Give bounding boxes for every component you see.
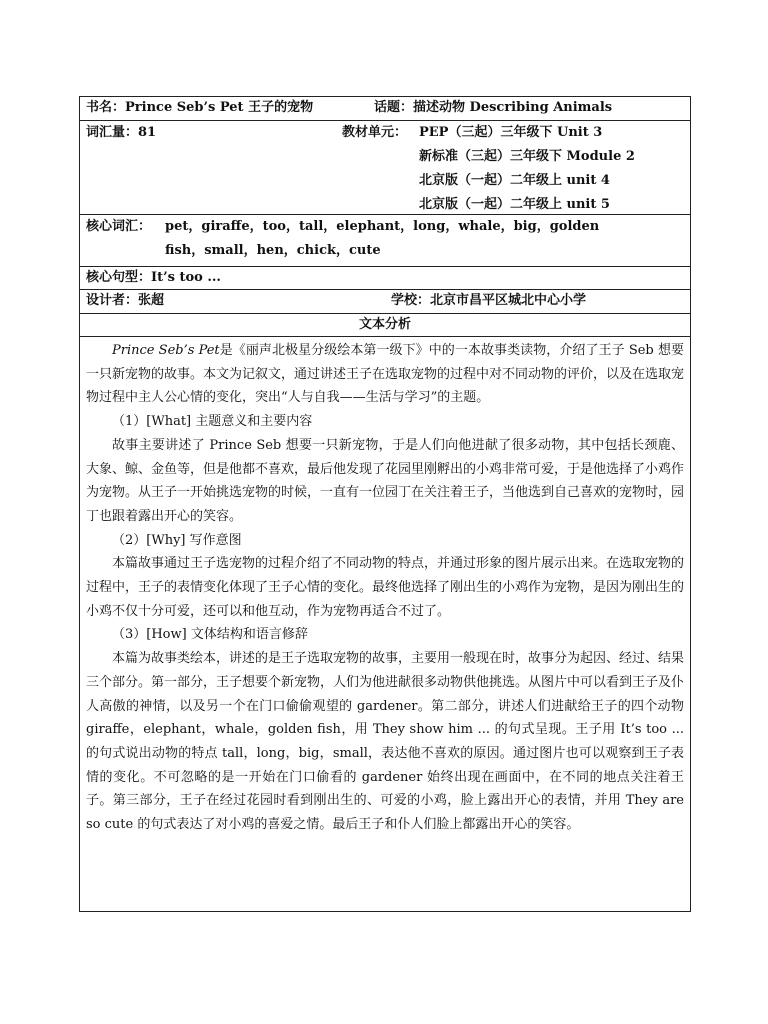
book-title: Prince Seb’s Pet 王子的宠物	[125, 100, 314, 115]
core-sentence-value: It’s too ...	[151, 270, 221, 285]
vocab-count-label: 词汇量：	[86, 125, 139, 140]
unit-item: PEP（三起）三年级下 Unit 3	[419, 125, 603, 140]
intro-text: 是《丽声北极星分级绘本第一级下》中的一本故事类读物，介绍了王子 Seb 想要一只新宠物的故事。本文为记叙文，通过讲述王子在选取宠物的过程中对不同动物的评价，以及在选取宠物过程中主人公心情的变化，突出“人与自我——生活与学习”的主题。	[86, 343, 685, 406]
unit-item: 新标准（三起）三年级下 Module 2	[419, 149, 635, 164]
row-vocab-units	[80, 120, 690, 214]
analysis-body	[86, 339, 684, 837]
core-words-line: fish，small，hen，chick，cute	[165, 243, 381, 258]
why-heading: （2）[Why] 写作意图	[112, 532, 242, 548]
how-heading: （3）[How] 文体结构和语言修辞	[112, 627, 308, 643]
designer-label: 设计者：	[86, 293, 139, 308]
designer-value: 张超	[138, 293, 165, 308]
core-words-label: 核心词汇：	[86, 219, 152, 234]
analysis-heading: 文本分析	[358, 317, 411, 332]
vocab-count-value: 81	[138, 125, 157, 140]
unit-item: 北京版（一起）二年级上 unit 5	[419, 197, 610, 212]
topic-field	[374, 96, 612, 120]
core-words-line: pet，giraffe，too，tall，elephant，long，whale，big，golden	[165, 219, 600, 234]
school-value: 北京市昌平区城北中心小学	[430, 293, 587, 308]
unit-list	[419, 121, 635, 217]
book-field	[86, 96, 313, 120]
why-paragraph: 本篇故事通过王子选宠物的过程介绍了不同动物的特点，并通过形象的图片展示出来。在选取宠物的过程中，王子的表情变化体现了王子心情的变化。最终他选择了刚出生的小鸡作为宠物，是因为刚出生的小鸡不仅十分可爱，还可以和他互动，作为宠物再适合不过了。	[86, 556, 685, 619]
what-paragraph: 故事主要讲述了 Prince Seb 想要一只新宠物，于是人们向他进献了很多动物，其中包括长颈鹿、大象、鲸、金鱼等，但是他都不喜欢，最后他发现了花园里刚孵出的小鸡非常可爱，于是他选择了小鸡作为宠物。从王子一开始挑选宠物的时候，一直有一位园丁在关注着王子，当他选到自己喜欢的宠物时，园丁也跟着露出开心的笑容。	[86, 437, 685, 524]
row-core-sentence	[80, 266, 690, 289]
designer-field	[86, 289, 164, 313]
intro-paragraph	[86, 339, 684, 410]
topic-label: 话题：	[374, 100, 414, 115]
what-heading: （1）[What] 主题意义和主要内容	[112, 414, 313, 430]
lesson-info-table	[79, 96, 691, 912]
core-sentence-label: 核心句型：	[86, 270, 152, 285]
row-core-words	[80, 214, 690, 266]
core-words-list	[165, 215, 599, 263]
row-book-topic	[80, 97, 690, 120]
topic-value: 描述动物 Describing Animals	[413, 100, 613, 115]
core-sentence-field	[86, 266, 221, 290]
row-designer-school	[80, 289, 690, 313]
row-analysis-heading	[80, 313, 690, 336]
unit-item: 北京版（一起）二年级上 unit 4	[419, 173, 610, 188]
row-analysis-body	[80, 336, 690, 911]
book-label: 书名：	[86, 100, 126, 115]
vocab-count-field	[86, 121, 156, 145]
how-paragraph: 本篇为故事类绘本，讲述的是王子选取宠物的故事，主要用一般现在时，故事分为起因、经过、结果三个部分。第一部分，王子想要个新宠物，人们为他进献很多动物供他挑选。从图片中可以看到王子及仆人高傲的神情，以及另一个在门口偷偷观望的 gardener。第二部分，讲述人们进献给王子的四个动物 giraffe，elephant，whale，golden fish，用 They show him ... 的句式呈现。王子用 It’s too ... 的句式说出动物的特点 tall，long，big，small，表达他不喜欢的原因。通过图片也可以观察到王子表情的变化。不可忽略的是一开始在门口偷看的 gardener 始终出现在画面中，在不同的地点关注着王子。第三部分，王子在经过花园时看到刚出生的、可爱的小鸡，脸上露出开心的表情，并用 They are so cute 的句式表达了对小鸡的喜爱之情。最后王子和仆人们脸上都露出开心的笑容。	[86, 651, 685, 833]
school-field	[391, 289, 586, 313]
book-title-italic: Prince Seb’s Pet	[112, 343, 220, 358]
unit-label: 教材单元：	[342, 125, 408, 140]
school-label: 学校：	[391, 293, 431, 308]
